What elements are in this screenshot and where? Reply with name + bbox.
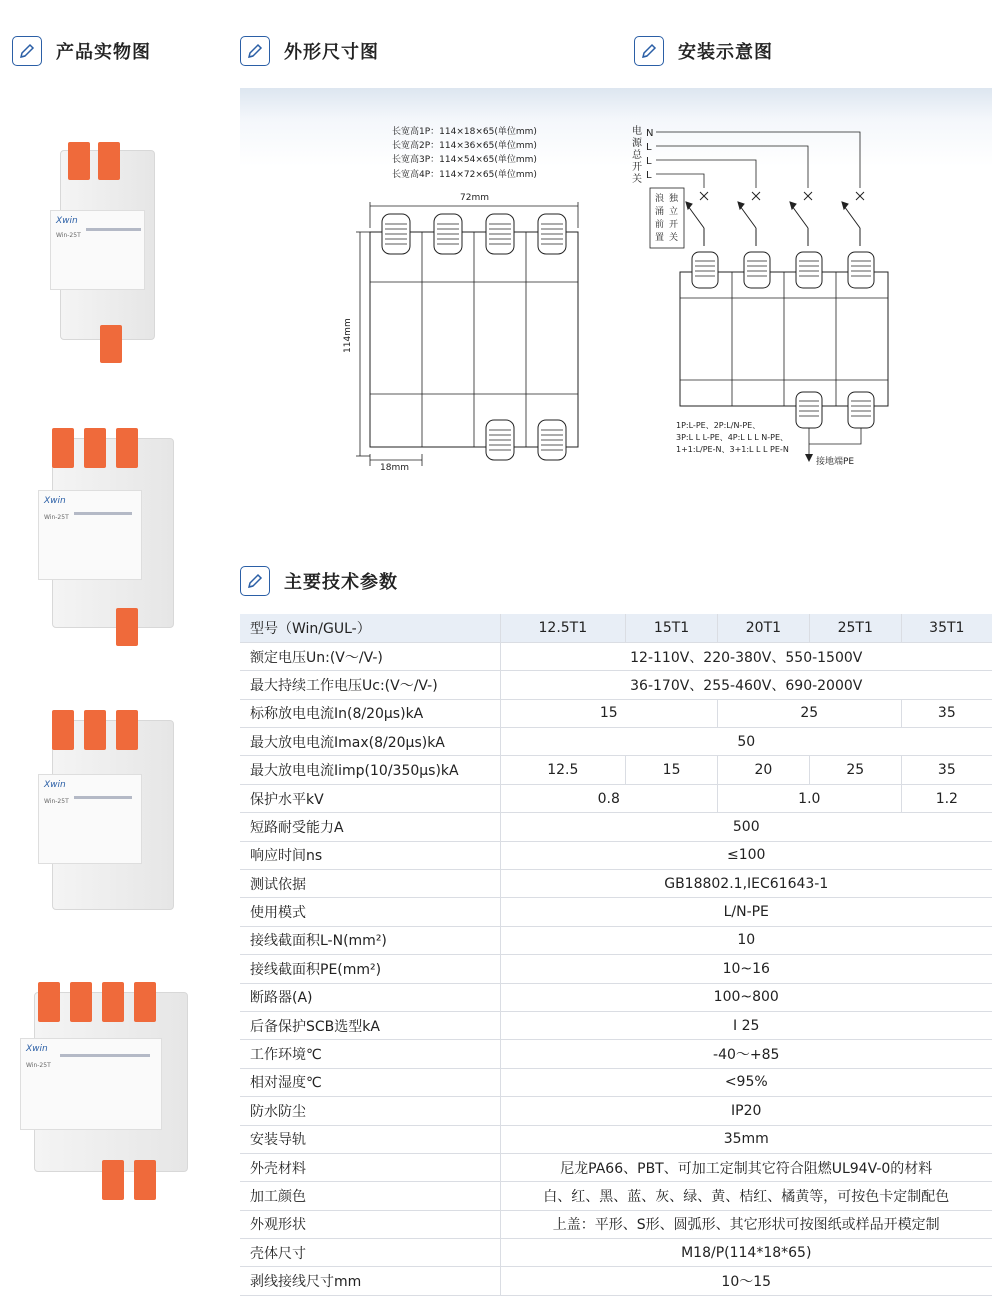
pencil-icon bbox=[240, 566, 270, 596]
table-header-col: 15T1 bbox=[626, 614, 718, 642]
param-value: 12.5 bbox=[500, 756, 626, 784]
breaker-char-7: 开 bbox=[669, 220, 679, 230]
param-value: 35 bbox=[901, 756, 992, 784]
product-model: Win-25T bbox=[44, 514, 69, 521]
table-row bbox=[240, 1097, 992, 1125]
breaker-char-5: 独 bbox=[669, 194, 679, 204]
size-2p: 长宽高2P：114×36×65(单位mm) bbox=[392, 141, 537, 151]
param-label: 测试依据 bbox=[240, 870, 500, 898]
param-value: <95% bbox=[500, 1068, 992, 1096]
product-photo-3p-b bbox=[38, 710, 178, 915]
source-char-4: 开 bbox=[632, 162, 642, 173]
table-header-col: 12.5T1 bbox=[500, 614, 626, 642]
table-row bbox=[240, 1210, 992, 1238]
section-header-params bbox=[240, 566, 398, 596]
param-label: 相对湿度℃ bbox=[240, 1068, 500, 1096]
param-label: 接线截面积L-N(mm²) bbox=[240, 926, 500, 954]
param-label: 断路器(A) bbox=[240, 983, 500, 1011]
param-value: GB18802.1,IEC61643-1 bbox=[500, 870, 992, 898]
param-label: 接线截面积PE(mm²) bbox=[240, 955, 500, 983]
table-row bbox=[240, 813, 992, 841]
section-title: 主要技术参数 bbox=[284, 572, 398, 593]
source-char-5: 关 bbox=[632, 174, 642, 185]
table-row bbox=[240, 671, 992, 699]
param-value: 500 bbox=[500, 813, 992, 841]
section-title: 产品实物图 bbox=[56, 42, 151, 63]
line-n: N bbox=[646, 128, 654, 139]
param-value: 12-110V、220-380V、550-1500V bbox=[500, 642, 992, 670]
param-value: 25 bbox=[809, 756, 901, 784]
param-value: 36-170V、255-460V、690-2000V bbox=[500, 671, 992, 699]
height-label: 114mm bbox=[343, 318, 353, 353]
line-l2: L bbox=[646, 156, 652, 167]
table-row bbox=[240, 955, 992, 983]
param-label: 响应时间ns bbox=[240, 841, 500, 869]
table-header-col: 25T1 bbox=[809, 614, 901, 642]
pencil-icon bbox=[240, 36, 270, 66]
param-value: 15 bbox=[626, 756, 718, 784]
param-value: 1.2 bbox=[901, 784, 992, 812]
param-label: 安装导轨 bbox=[240, 1125, 500, 1153]
table-row bbox=[240, 784, 992, 812]
product-photo-3p-a bbox=[38, 426, 178, 648]
brand-logo: Xwin bbox=[26, 1044, 48, 1054]
param-value: 35mm bbox=[500, 1125, 992, 1153]
mode-line-3: 1+1:L/PE-N、3+1:L L L PE-N bbox=[676, 445, 789, 454]
table-row bbox=[240, 699, 992, 727]
param-value: 25 bbox=[717, 699, 901, 727]
param-label: 额定电压Un:(V～/V-) bbox=[240, 642, 500, 670]
param-value: 尼龙PA66、PBT、可加工定制其它符合阻燃UL94V-0的材料 bbox=[500, 1153, 992, 1181]
table-row bbox=[240, 870, 992, 898]
table-row bbox=[240, 1267, 992, 1295]
diagrams-svg bbox=[240, 88, 992, 480]
table-row bbox=[240, 1182, 992, 1210]
table-row bbox=[240, 841, 992, 869]
table-row bbox=[240, 1239, 992, 1267]
line-l1: L bbox=[646, 142, 652, 153]
breaker-char-6: 立 bbox=[669, 207, 679, 217]
pencil-icon bbox=[634, 36, 664, 66]
table-row bbox=[240, 1068, 992, 1096]
table-header-col: 35T1 bbox=[901, 614, 992, 642]
param-label: 剥线接线尺寸mm bbox=[240, 1267, 500, 1295]
param-label: 后备保护SCB选型kA bbox=[240, 1011, 500, 1039]
param-label: 壳体尺寸 bbox=[240, 1239, 500, 1267]
table-header-col: 20T1 bbox=[717, 614, 809, 642]
section-title: 安装示意图 bbox=[678, 42, 773, 63]
table-row bbox=[240, 926, 992, 954]
brand-logo: Xwin bbox=[44, 496, 66, 506]
product-model: Win-25T bbox=[56, 232, 81, 239]
table-row bbox=[240, 1011, 992, 1039]
table-header-row bbox=[240, 614, 992, 642]
size-1p: 长宽高1P：114×18×65(单位mm) bbox=[392, 127, 537, 137]
diagram-panel bbox=[240, 88, 992, 480]
breaker-char-2: 涌 bbox=[655, 207, 665, 217]
param-value: 10~16 bbox=[500, 955, 992, 983]
table-row bbox=[240, 1040, 992, 1068]
param-value: 20 bbox=[717, 756, 809, 784]
param-value: -40～+85 bbox=[500, 1040, 992, 1068]
size-4p: 长宽高4P：114×72×65(单位mm) bbox=[392, 170, 537, 180]
pole-width-label: 18mm bbox=[380, 463, 409, 473]
brand-logo: Xwin bbox=[56, 216, 78, 226]
source-char-3: 总 bbox=[632, 150, 642, 161]
source-char-2: 源 bbox=[632, 138, 642, 149]
param-label: 最大放电电流Imax(8/20µs)kA bbox=[240, 728, 500, 756]
pencil-icon bbox=[12, 36, 42, 66]
param-label: 标称放电电流In(8/20µs)kA bbox=[240, 699, 500, 727]
table-row bbox=[240, 1125, 992, 1153]
breaker-char-3: 前 bbox=[655, 220, 665, 230]
param-value: 100~800 bbox=[500, 983, 992, 1011]
section-header-photo bbox=[12, 36, 151, 66]
product-model: Win-25T bbox=[44, 798, 69, 805]
param-label: 外壳材料 bbox=[240, 1153, 500, 1181]
table-row bbox=[240, 756, 992, 784]
param-label: 使用模式 bbox=[240, 898, 500, 926]
param-value: 10 bbox=[500, 926, 992, 954]
line-l3: L bbox=[646, 170, 652, 181]
brand-logo: Xwin bbox=[44, 780, 66, 790]
table-row bbox=[240, 642, 992, 670]
param-value: 0.8 bbox=[500, 784, 717, 812]
param-label: 工作环境℃ bbox=[240, 1040, 500, 1068]
table-row bbox=[240, 728, 992, 756]
param-label: 保护水平kV bbox=[240, 784, 500, 812]
width-label: 72mm bbox=[460, 193, 489, 203]
section-header-install bbox=[634, 36, 773, 66]
param-value: 15 bbox=[500, 699, 717, 727]
table-header-label: 型号（Win/GUL-） bbox=[240, 614, 500, 642]
section-header-dimension bbox=[240, 36, 379, 66]
table-row bbox=[240, 1153, 992, 1181]
param-value: 10～15 bbox=[500, 1267, 992, 1295]
breaker-char-4: 置 bbox=[655, 233, 665, 243]
param-value: ≤100 bbox=[500, 841, 992, 869]
mode-line-1: 1P:L-PE、2P:L/N-PE、 bbox=[676, 421, 761, 430]
ground-label: 接地端PE bbox=[816, 457, 855, 467]
product-model: Win-25T bbox=[26, 1062, 51, 1069]
param-value: I 25 bbox=[500, 1011, 992, 1039]
table-row bbox=[240, 898, 992, 926]
breaker-char-1: 浪 bbox=[655, 194, 665, 204]
param-value: 上盖：平形、S形、圆弧形、其它形状可按图纸或样品开模定制 bbox=[500, 1210, 992, 1238]
param-label: 加工颜色 bbox=[240, 1182, 500, 1210]
param-label: 最大放电电流Iimp(10/350µs)kA bbox=[240, 756, 500, 784]
breaker-char-8: 关 bbox=[669, 233, 679, 243]
section-title: 外形尺寸图 bbox=[284, 42, 379, 63]
param-value: 50 bbox=[500, 728, 992, 756]
param-value: L/N-PE bbox=[500, 898, 992, 926]
param-value: IP20 bbox=[500, 1097, 992, 1125]
mode-line-2: 3P:L L L-PE、4P:L L L N-PE、 bbox=[676, 433, 789, 442]
param-label: 最大持续工作电压Uc:(V～/V-) bbox=[240, 671, 500, 699]
param-value: 白、红、黑、蓝、灰、绿、黄、桔红、橘黄等，可按色卡定制配色 bbox=[500, 1182, 992, 1210]
param-value: M18/P(114*18*65) bbox=[500, 1239, 992, 1267]
source-char-1: 电 bbox=[632, 126, 642, 137]
table-row bbox=[240, 983, 992, 1011]
param-value: 35 bbox=[901, 699, 992, 727]
param-label: 外观形状 bbox=[240, 1210, 500, 1238]
tech-params-table bbox=[240, 614, 992, 1296]
product-photo-4p bbox=[20, 980, 190, 1202]
product-photo-2p bbox=[50, 140, 160, 365]
param-value: 1.0 bbox=[717, 784, 901, 812]
param-label: 短路耐受能力A bbox=[240, 813, 500, 841]
param-label: 防水防尘 bbox=[240, 1097, 500, 1125]
size-3p: 长宽高3P：114×54×65(单位mm) bbox=[392, 155, 537, 165]
